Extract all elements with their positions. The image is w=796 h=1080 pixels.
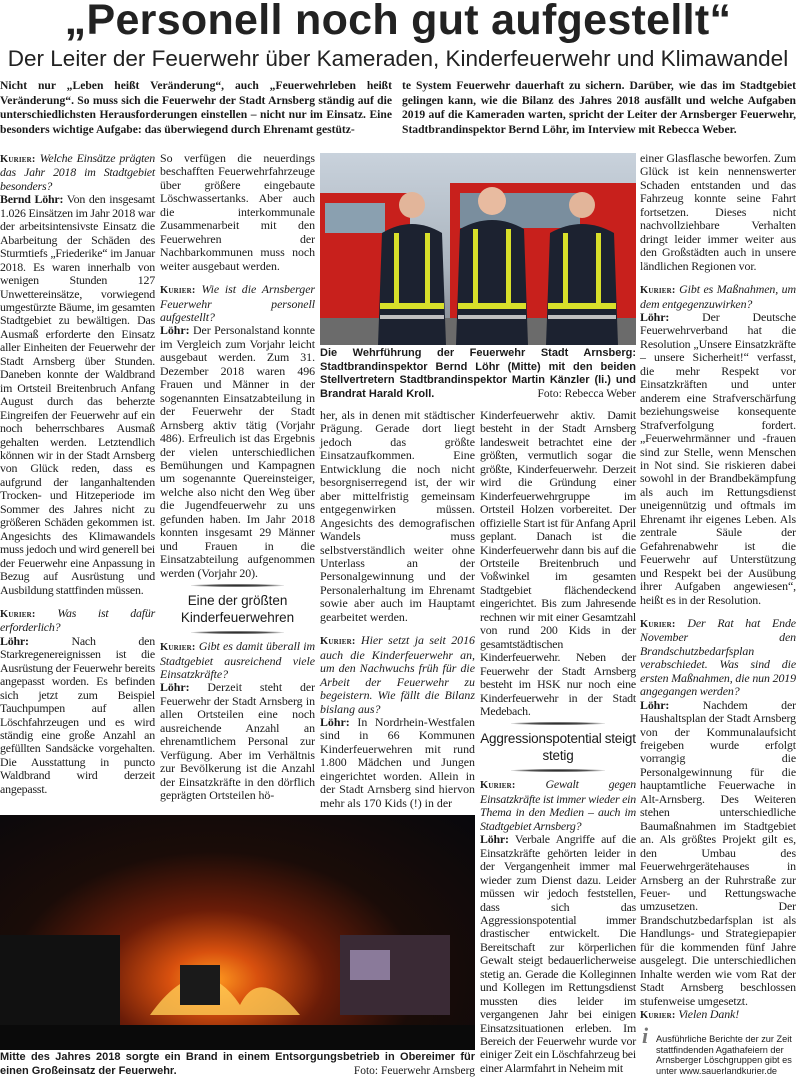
interviewer-label: Kurier: [0,154,36,165]
paragraph-text: Nach den Starkregenereignissen ist die Ausrüstung der Feuerwehr bereits angepasst worden. Es befinden sich jetzt zum Beispiel Tauchpumpen auf allen Löschfahrzeugen und es wird ständig eine große Anzahl an gefüllten Sandsäcke vorgehalten. Die Ausstattung in puncto Waldbrand wird derzeit angepasst. [0,633,155,796]
question-text: Was ist dafür erforderlich? [0,605,155,635]
paragraph-text: her, als in denen mit städtischer Prägung. Gerade dort liegt jedoch das größte Einsatzaufkommen. Eine Entwicklung die noch nicht besorgniserregend ist, der wir aber mittelfristig gemeinsam entgegenwirken müssen. Angesichts des demografischen Wandels muss selbstverständlich weiter ohne Unterlass an der Personalgewinnung und der Personalerhaltung im Ehrenamt sowie aber auch im Hauptamt gearbeitet werden. [320,408,475,624]
interviewer-label: Kurier: [640,285,676,297]
body-paragraph [320,409,475,624]
truck-silhouette [180,965,220,1005]
question-text: Gibt es Maßnahmen, um dem entgegenzuwirken? [640,282,796,311]
body-paragraph [480,409,636,718]
truck-window [325,203,385,233]
paragraph-text: Von den insgesamt 1.026 Einsätzen im Jahr 2018 war der arbeitsintensivste Einsatz die Abarbeitung der Schäden des Sturmtiefs „Friederike“ im Januar 2018. Es waren innerhalb von wenigen Stunden 127 Unwettereinsätze, vorwiegend umgestürzte Bäume, im gesamten Stadtgebiet zu bewältigen. Das Ausmaß erforderte den Einsatz aller Einheiten der Feuerwehr der Stadt Arnsberg über Stunden. Daneben konnte der Waldbrand im Ortsteil Breitenbruch Anfang August durch das beherzte Eingreifen der Feuerwehr auf ein noch beherrschbares Ausmaß gehalten werden. Letztendlich können wir in der Stadt Arnsberg von Glück reden, dass es aufgrund der langanhaltenden Trocken- und Hitzeperiode im Sommer des Jahres nicht zu größeren Schäden gekommen ist. Angesichts des Klimawandels muss jedoch und wird generell bei der Feuerwehr eine Anpassung in Bezug auf Ausrüstung und Ausbildung stattfinden müssen. [0,192,155,597]
intro-part-1: Nicht nur „Leben heißt Veränderung“, auch „Feuerwehrleben heißt Veränderung“. So muss sich die Feuerwehr der Stadt Arnsberg ständig auf die unterschiedlichsten Herausforderungen einstellen – nicht nur im Einsatz. Eine besonders wichtige Aufgabe: das überwiegend durch Ehrenamt gestütz- [0,79,392,136]
article-column-2 [160,152,315,802]
caption-text: Mitte des Jahres 2018 sorgte ein Brand in einem Entsorgungsbetrieb in Obereimer für einen Großeinsatz der Feuerwehr. [0,1051,475,1077]
fire-chiefs-illustration [320,153,636,345]
speaker-label: Löhr: [160,680,190,695]
body-paragraph [640,152,796,273]
interview-question [160,283,315,324]
paragraph-text: Kinderfeuerwehr aktiv. Damit besteht in der Stadt Arnsberg landesweit betrachtet eine der größten, vermutlich sogar die größte, Kinderfeuerwehr. Derzeit wird die Gründung einer Kinderfeuerwehrgruppe im Ortsteil Holzen vorbereitet. Der offizielle Start ist für Anfang April geplant. Danach ist die Kinderfeuerwehr dann bis auf die Ortsteile Breitenbruch und Voßwinkel im gesamten Stadtgebiet flächendeckend eingerichtet. Bis zum Jahresende rechnen wir mit einer Gesamtzahl von rund 200 Kids in der gesamtstädtischen Kinderfeuerwehr. Neben der Feuerwehr der Stadt Arnsberg besteht im HSK nur noch eine Kinderfeuerwehr in der Stadt Medebach. [480,408,636,718]
section-subheading: Aggressionspotential steigt stetig [480,722,636,772]
ground [0,1025,475,1050]
interview-question [640,617,796,699]
photo-credit: Foto: Rebecca Weber [537,387,636,400]
article-column-4 [480,409,636,1075]
question-text: Gibt es damit überall im Stadtgebiet ausreichend viele Einsatzkräfte? [160,639,315,681]
speaker-label: Löhr: [160,323,190,338]
interview-question [480,778,636,833]
article-column-5 [640,152,796,1023]
question-text: Vielen Dank! [678,1007,740,1022]
caption-text: Die Wehrführung der Feuerwehr Stadt Arnsberg: Stadtbrandinspektor Bernd Löhr (Mitte) mit den beiden Stellvertretern Stadtbrandinspektor Martin Känzler (li.) und Brandrat Harald Kroll. [320,347,636,400]
flames [150,977,300,1015]
paragraph-text: Derzeit steht der Feuerwehr der Stadt Arnsberg in allen Ortsteilen eine noch ausreichende Anzahl an ehrenamtlichem Personal zur Verfügung. Aber im Verhältnis zur Bevölkerung ist die Anzahl der Einsatzkräfte in den dörflich geprägten Ortsteilen hö- [160,680,315,803]
article-column-3 [320,409,475,810]
paragraph-text: Der Personalstand konnte im Vergleich zum Vorjahr leicht ausgebaut werden. Zum 31. Dezember 2018 waren 496 Frauen und Männer in der sogenannten Einsatzabteilung in der Feuerwehr der Stadt Arnsberg aktiv tätig (Vorjahr 486). Erfreulich ist das Ergebnis der vielen unterschiedlichen Bemühungen und Kampagnen um sogenannte Quereinsteiger, welche also nicht den Weg über die Jugendfeuerwehr zu uns gefunden haben. Im Jahr 2018 konnten insgesamt 29 Männer und Frauen in die Einsatzabteilung aufgenommen werden (Vorjahr 20). [160,323,316,580]
question-text: Welche Einsätze prägten das Jahr 2018 im Stadtgebiet besonders? [0,151,155,193]
paragraph-text: Verbale Angriffe auf die Einsatzkräfte gehörten leider in der Vergangenheit immer mal wieder zum Dienst dazu. Leider müssen wir jedoch feststellen, dass sich das Aggressionspotential immer drastischer entwickelt. Die Bereitschaft zur körperlichen Gewalt steigt bedauerlicherweise stetig an. Gerade die Kolleginnen und Kollegen im Rettungsdienst mussten dies leider im vergangenen Jahr bei einigen Einsatzsituationen erleben. Im Bereich der Feuerwehr wurde vor einiger Zeit ein Löschfahrzeug bei einer Alarmfahrt in Neheim mit [480,832,636,1075]
interview-question [640,283,796,311]
info-box [640,1023,796,1076]
paragraph-text: Der Deutsche Feuerwehrverband hat die Resolution „Unsere Einsatzkräfte – unsere Sicherheit!“ verfasst, die mehr Respekt vor Einsatzkräften und unter anderem eine Strafverschärfung beziehungsweise konsequente Strafverfolgung fordert. „Feuerwehrmänner und -frauen sind zur Stelle, wenn Menschen in Not sind. Sie riskieren dabei sowohl in der Brandbekämpfung als auch im Rettungsdienst uneigennützig und oftmals im Ehrenamt ihr eigenes Leben. Als zentrale Säule der Gefahrenabwehr ist die Feuerwehr auf Unterstützung und Respekt bei der Ausübung ihrer Aufgaben angewiesen“, heißt es in der Resolution. [640,309,796,607]
fire-scene-illustration [0,815,475,1050]
speaker-label: Bernd Löhr: [0,192,64,207]
photo-top-caption [320,347,636,401]
paragraph-text: einer Glasflasche beworfen. Zum Glück ist kein nennenswerter Schaden entstanden und das Fahrzeug konnte seine Fahrt fortsetzen. Dieses nicht nachvollziehbare Verhalten dringt leider immer weiter aus den Großstädten auch in unsere ländlichen Regionen vor. [640,151,796,273]
interviewer-label: Kurier: [320,636,356,648]
info-i-icon: i [642,1023,649,1048]
photo-fire-night [0,815,475,1050]
speaker-label: Löhr: [320,714,350,729]
interview-question [0,152,155,193]
interviewer-label: Kurier: [160,642,196,654]
paragraph-text: Nachdem der Haushaltsplan der Stadt Arnsberg von der Kommunalaufsicht freigeben wurde erfolgt vorrangig die Personalgewinnung für die hauptamtliche Feuerwache in Alt-Arnsberg. Des Weiteren stehen unterschiedliche Baumaßnahmen im Stadtgebiet an. Als größtes Projekt gilt es, den Umbau des Feuerwehrgerätehauses in Arnsberg an der Ruhrstraße zur Feuer- und Rettungswache umzusetzen. Der Brandschutzbedarfsplan ist als Handlungs- und Strategiepapier für die kommenden fünf Jahre ausgelegt. Die unterschiedlichen Inhalte werden wie vom Rat der Stadt Arnsberg beschlossen stufenweise umgesetzt. [640,697,796,1008]
speaker-label: Löhr: [640,697,670,712]
interviewer-label: Kurier: [0,608,36,620]
photo-credit: Foto: Feuerwehr Arnsberg [353,1064,475,1077]
interview-answer [0,193,155,597]
interviewer-label: Kurier: [640,1010,676,1022]
section-subheading: Eine der größten Kinderfeuerwehren [160,584,315,634]
interview-answer [640,699,796,1008]
paragraph-text: In Nordrhein-Westfalen sind in 66 Kommunen Kinderfeuerwehren mit rund 1.800 Mädchen und Jungen eingerichtet worden. Allein in der Stadt Arnsberg sind hiervon mehr als 170 Kids (!) in der [320,714,475,810]
body-paragraph [160,152,315,273]
interview-answer [160,681,315,802]
article-column-1 [0,152,155,796]
interview-question [640,1008,796,1022]
interview-question [320,634,475,716]
speaker-label: Löhr: [480,832,509,847]
interviewer-label: Kurier: [480,780,516,792]
interview-answer [0,635,155,796]
interview-question [160,640,315,681]
subheadline: Der Leiter der Feuerwehr über Kameraden, Kinderfeuerwehr und Klimawandel [7,46,789,71]
interview-question [0,607,155,635]
interview-answer [320,716,475,810]
question-text: Wie ist die Arnsberger Feuerwehr personell aufgestellt? [160,282,315,324]
info-text: Ausführliche Berichte der zur Zeit stattfindenden Agathafeiern der Arnsberger Löschgruppen gibt es unter www.sauerlandkurier.de [656,1034,792,1076]
question-text: Gewalt gegen Einsatzkräfte ist immer wieder ein Thema in den Medien – auch im Stadtgebiet Arnsberg? [480,777,636,833]
headline: „Personell noch gut aufgestellt“ [64,0,732,44]
speaker-label: Löhr: [0,633,29,648]
paragraph-text: So verfügen die neuerdings beschafften Feuerwehrfahrzeuge über größere eingebaute Löschwassertanks. Aber auch die interkommunale Zusammenarbeit mit den Feuerwehren der Nachbarkommunen muss noch weiter ausgebaut werden. [160,151,315,273]
question-text: Der Rat hat Ende November den Brandschutzbedarfsplan verabschiedet. Was sind die ersten Maßnahmen, die nun 2019 angegangen werden? [640,615,796,699]
interviewer-label: Kurier: [160,285,196,297]
photo-bottom-caption [0,1051,475,1078]
interview-answer [160,324,315,580]
intro-part-2: te System Feuerwehr dauerhaft zu sichern. Darüber, wie das im Stadtgebiet gelingen kann, wie die Bilanz des Jahres 2018 ausfällt und welche Aufgaben 2019 auf die Kameraden warten, spricht der Leiter der Arnsberger Feuerwehr, Stadtbrandinspektor Bernd Löhr, im Interview mit Rebecca Weber. [402,79,796,136]
truck-lights [350,950,390,980]
interview-answer [640,311,796,607]
interview-answer [480,833,636,1075]
speaker-label: Löhr: [640,309,670,324]
photo-fire-chiefs [320,153,636,345]
interviewer-label: Kurier: [640,618,676,630]
question-text: Hier setzt ja seit 2016 auch die Kinderfeuerwehr an, um den Nachwuchs früh für die Arbeit der Feuerwehr zu begeistern. Wie fällt die Bilanz bislang aus? [320,633,475,716]
